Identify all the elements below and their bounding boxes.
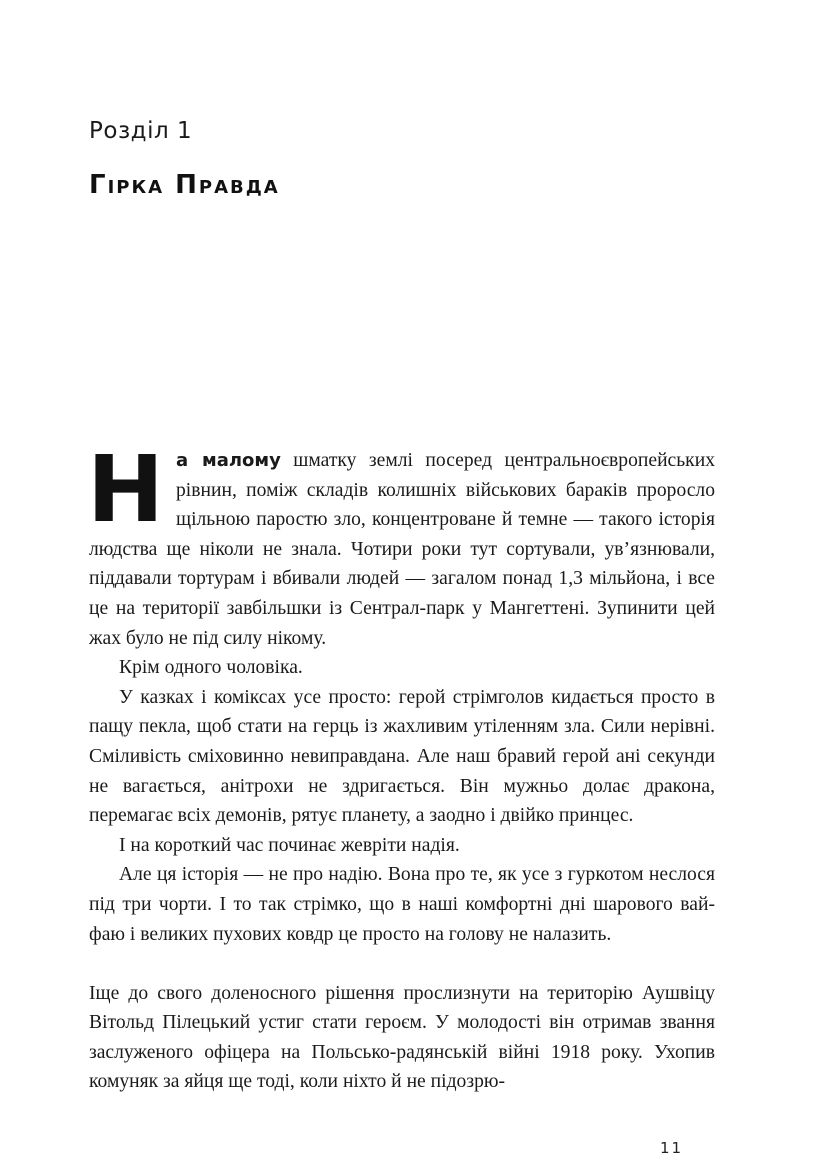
chapter-title: Гірка Правда: [89, 170, 280, 200]
paragraph-1-text: шматку землі посеред центральноєвропейських рівнин, поміж складів колишніх військових бараків проросло щільною паростю зло, концентроване й темне — такого історія людства ще ніколи не знала. Чотири роки тут сортували, ув’язнювали, піддавали тортурам і вбивали людей — загалом понад 1,3 мільйона, і все це на території завбільшки із Сентрал-парк у Мангеттені. Зупинити цей жах було не під силу нікому.: [89, 450, 715, 649]
drop-cap: Н: [87, 436, 164, 543]
paragraph-6: Іще до свого доленосного рішення прослизнути на територію Аушвіцу Вітольд Пілецький устиг стати героєм. У молодості він отримав звання заслуженого офіцера на Польсько-радянській війні 1918 року. Ухопив комуняк за яйця ще тоді, коли ніхто й не підозрю-: [89, 982, 715, 1093]
body-text: [87, 436, 715, 1097]
lead-in: а малому: [176, 450, 281, 471]
paragraph-3: У казках і коміксах усе просто: герой стрімголов кидається просто в пащу пекла, щоб стати на герць із жахливим утіленням зла. Сили нерівні. Сміливість сміховинно невиправдана. Але наш бравий герой ані секунди не вагається, анітрохи не здригається. Він мужньо долає дракона, перемагає всіх демонів, рятує планету, а заодно і двійко принцес.: [89, 686, 715, 827]
paragraph-2: Крім одного чоловіка.: [119, 657, 303, 679]
paragraph-5: Але ця історія — не про надію. Вона про те, як усе з гуркотом неслося під три чорти. І то так стрімко, що в наші комфортні дні шарового вай-фаю і великих пухових ковдр це просто на голову не налазить.: [89, 864, 715, 945]
paragraph-1: [87, 436, 715, 653]
page-number: 11: [660, 1139, 684, 1157]
chapter-label: Розділ 1: [89, 118, 193, 144]
paragraph-4: І на короткий час починає жевріти надія.: [119, 834, 460, 856]
